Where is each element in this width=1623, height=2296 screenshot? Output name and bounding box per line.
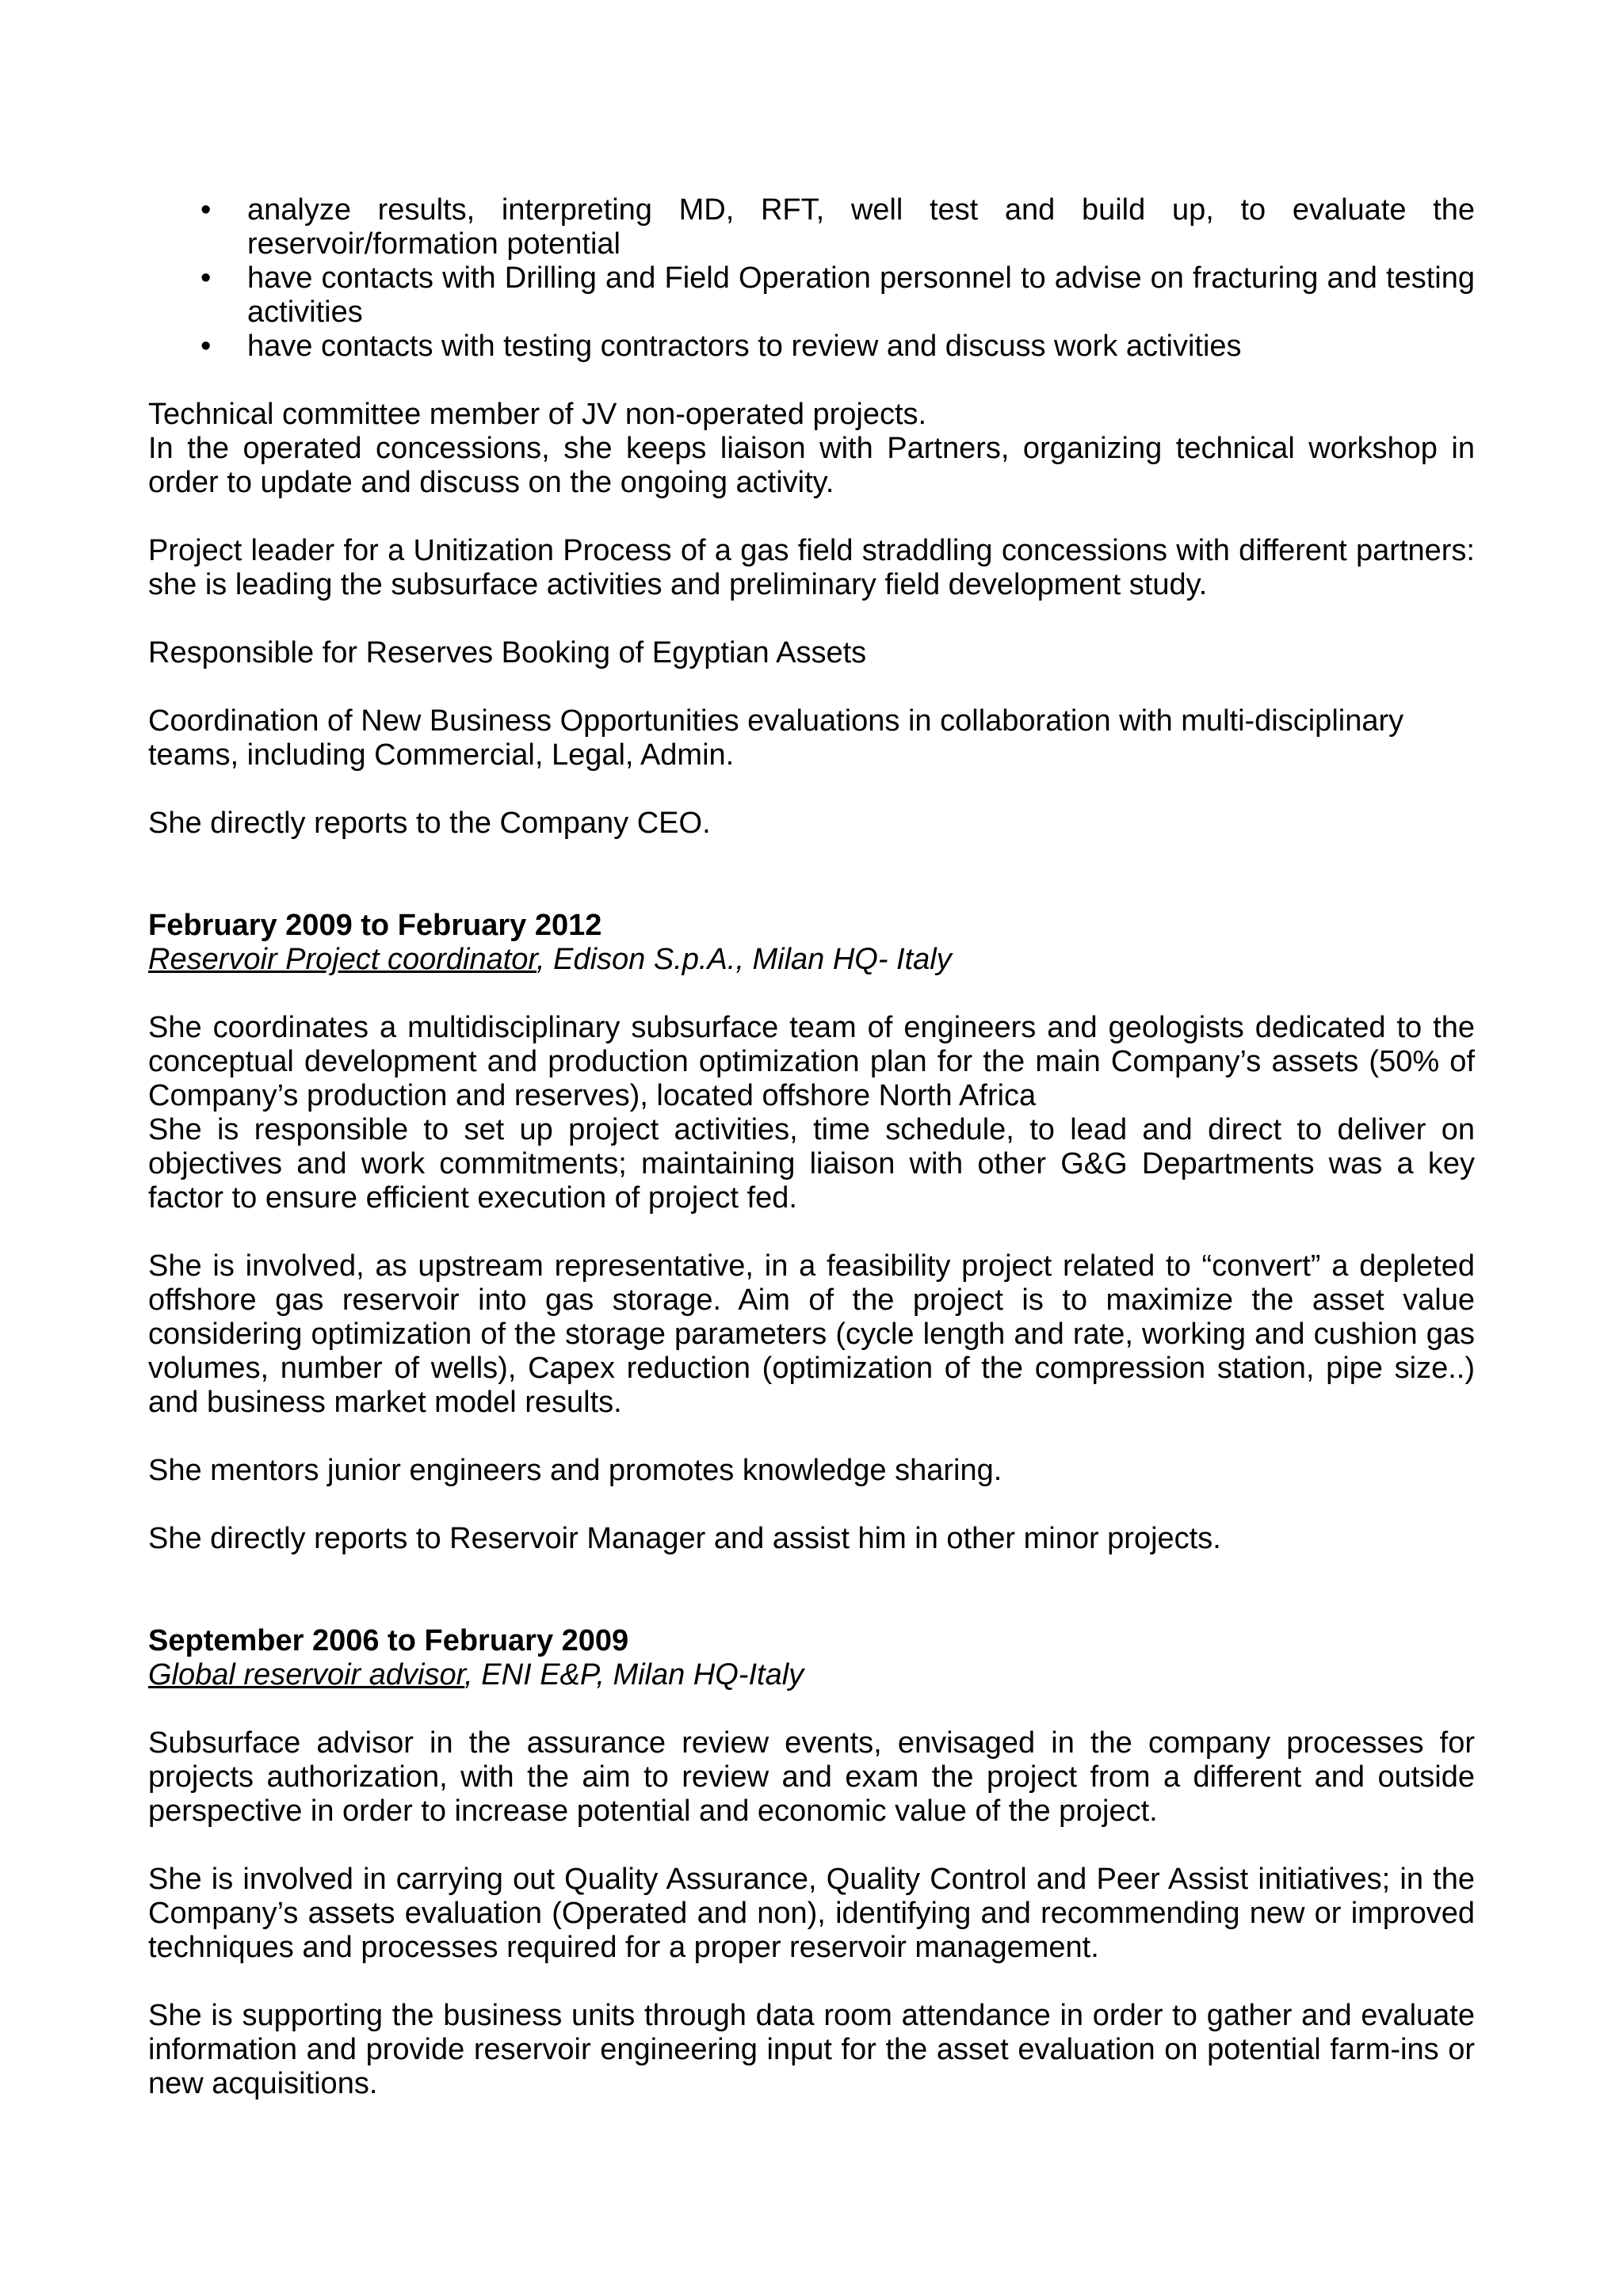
reserves-booking-paragraph: Responsible for Reserves Booking of Egyptian Assets [148, 636, 867, 669]
technical-committee-line: Technical committee member of JV non-operated projects. [148, 398, 927, 431]
activity-bullet-list [148, 193, 1475, 364]
job1-paragraph-mentoring: She mentors junior engineers and promotes knowledge sharing. [148, 1454, 1002, 1487]
list-item-text: have contacts with testing contractors to review and discuss work activities [247, 330, 1242, 363]
list-item [148, 330, 1475, 364]
unitization-paragraph: Project leader for a Unitization Process of a gas field straddling concessions with different partners: she is leading the subsurface activities and preliminary field development study. [148, 534, 1475, 601]
job1-role-line [148, 943, 1475, 977]
new-business-line-1: Coordination of New Business Opportunities evaluations in collaboration with multi-disciplinary [148, 704, 1404, 738]
job2-paragraph-data-room: She is supporting the business units through data room attendance in order to gather and evaluate information and provide reservoir engineering input for the asset evaluation on potential farm-ins or new acquisitions. [148, 1999, 1475, 2100]
new-business-line-2: teams, including Commercial, Legal, Admin. [148, 738, 735, 772]
bullet-icon: • [200, 261, 212, 295]
job1-company: , Edison S.p.A., Milan HQ- Italy [537, 943, 952, 976]
reports-to-ceo-paragraph: She directly reports to the Company CEO. [148, 807, 711, 840]
bullet-icon: • [200, 193, 212, 227]
job1-paragraph-reports: She directly reports to Reservoir Manager and assist him in other minor projects. [148, 1522, 1221, 1555]
job1-title: Reservoir Project coordinator [148, 943, 537, 976]
job1-paragraph-responsibility: She is responsible to set up project activities, time schedule, to lead and direct to deliver on objectives and work commitments; maintaining liaison with other G&G Departments was a key factor to ensure efficient execution of project fed. [148, 1113, 1475, 1215]
job2-paragraph-assurance: Subsurface advisor in the assurance review events, envisaged in the company processes for projects authorization, with the aim to review and exam the project from a different and outside perspective in order to increase potential and economic value of the project. [148, 1726, 1475, 1828]
list-item [148, 261, 1475, 330]
job1-paragraph-gas-storage: She is involved, as upstream representative, in a feasibility project related to “convert” a depleted offshore gas reservoir into gas storage. Aim of the project is to maximize the asset value considering optimization of the storage parameters (cycle length and rate, working and cushion gas volumes, number of wells), Capex reduction (optimization of the compression station, pipe size..) and business market model results. [148, 1249, 1475, 1419]
job2-period-heading: September 2006 to February 2009 [148, 1624, 629, 1657]
job2-company: , ENI E&P, Milan HQ-Italy [464, 1658, 804, 1691]
job2-paragraph-quality: She is involved in carrying out Quality Assurance, Quality Control and Peer Assist initiatives; in the Company’s assets evaluation (Operated and non), identifying and recommending new or improved techniques and processes required for a proper reservoir management. [148, 1863, 1475, 1964]
job2-role-line [148, 1658, 1475, 1692]
job2-title: Global reservoir advisor [148, 1658, 465, 1691]
list-item [148, 193, 1475, 261]
list-item-text: have contacts with Drilling and Field Operation personnel to advise on fracturing and testing activities [247, 261, 1475, 329]
document-page [148, 193, 1475, 2101]
list-item-text: analyze results, interpreting MD, RFT, well test and build up, to evaluate the reservoir/formation potential [247, 193, 1475, 261]
liaison-paragraph: In the operated concessions, she keeps liaison with Partners, organizing technical workshop in order to update and discuss on the ongoing activity. [148, 432, 1475, 499]
job1-period-heading: February 2009 to February 2012 [148, 909, 602, 942]
job1-paragraph-team: She coordinates a multidisciplinary subsurface team of engineers and geologists dedicated to the conceptual development and production optimization plan for the main Company’s assets (50% of Company’s production and reserves), located offshore North Africa [148, 1011, 1475, 1112]
bullet-icon: • [200, 330, 212, 363]
